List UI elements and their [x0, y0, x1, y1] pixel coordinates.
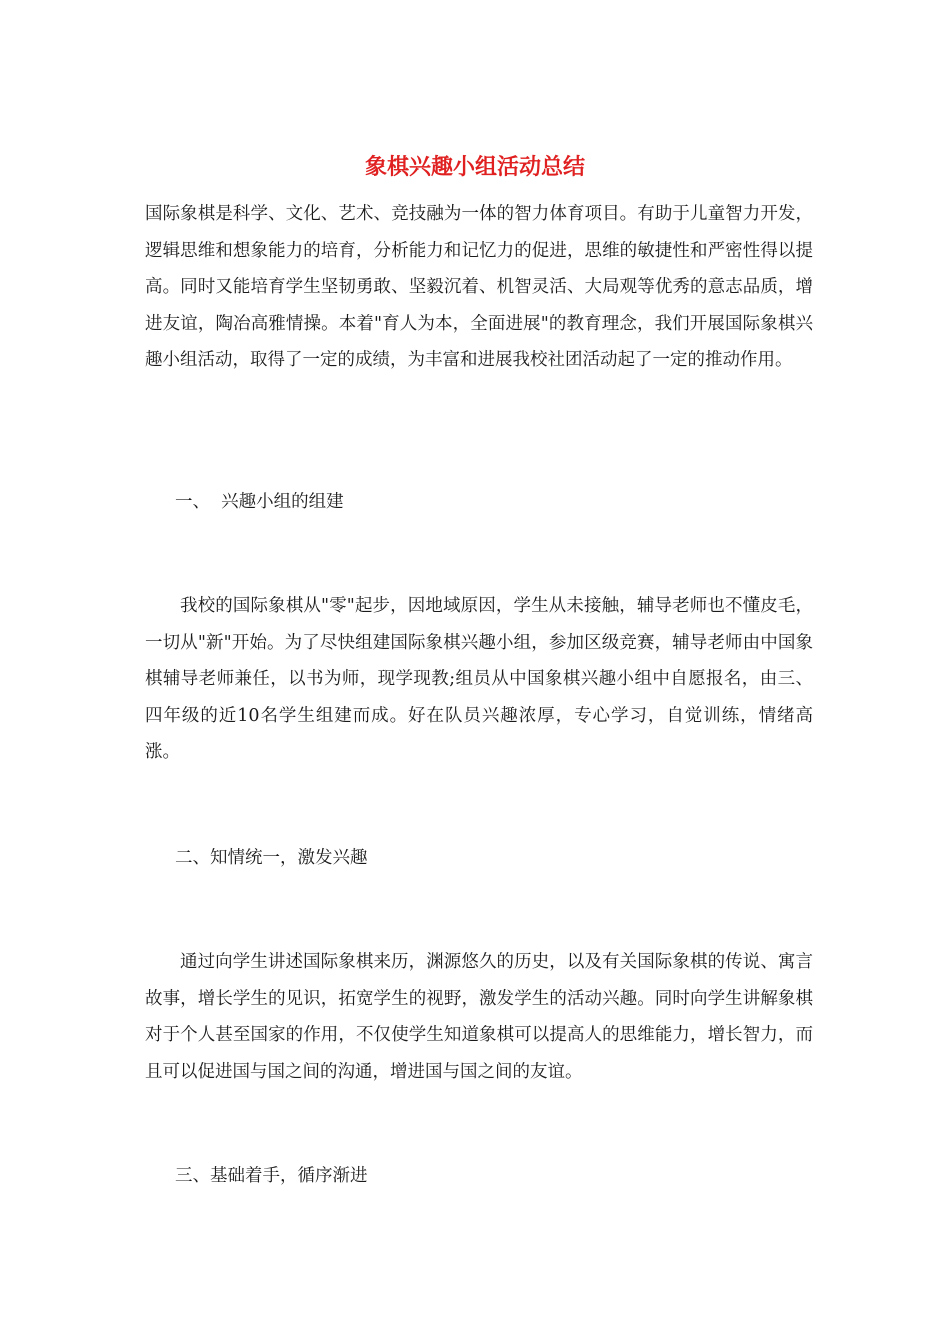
section-body-2: 通过向学生讲述国际象棋来历，渊源悠久的历史，以及有关国际象棋的传说、寓言故事，增长学生的见识，拓宽学生的视野，激发学生的活动兴趣。同时向学生讲解象棋对于个人甚至国家的作用，不仅使学生知道象棋可以提高人的思维能力，增长智力，而且可以促进国与国之间的沟通，增进国与国之间的友谊。	[145, 952, 813, 1082]
document-title: 象棋兴趣小组活动总结	[364, 154, 585, 180]
section-heading-1: 一、 兴趣小组的组建	[175, 492, 344, 512]
section-heading-2: 二、知情统一，激发兴趣	[175, 848, 368, 868]
section-heading-3: 三、基础着手，循序渐进	[175, 1166, 368, 1186]
intro-paragraph: 国际象棋是科学、文化、艺术、竞技融为一体的智力体育项目。有助于儿童智力开发，逻辑思维和想象能力的培育，分析能力和记忆力的促进，思维的敏捷性和严密性得以提高。同时又能培育学生坚韧勇敢、坚毅沉着、机智灵活、大局观等优秀的意志品质，增进友谊，陶冶高雅情操。本着"育人为本，全面进展"的教育理念，我们开展国际象棋兴趣小组活动，取得了一定的成绩，为丰富和进展我校社团活动起了一定的推动作用。	[145, 204, 813, 370]
section-body-1: 我校的国际象棋从"零"起步，因地域原因，学生从未接触，辅导老师也不懂皮毛，一切从"新"开始。为了尽快组建国际象棋兴趣小组，参加区级竞赛，辅导老师由中国象棋辅导老师兼任，以书为师，现学现教;组员从中国象棋兴趣小组中自愿报名，由三、四年级的近10名学生组建而成。好在队员兴趣浓厚，专心学习，自觉训练，情绪高涨。	[145, 596, 813, 762]
